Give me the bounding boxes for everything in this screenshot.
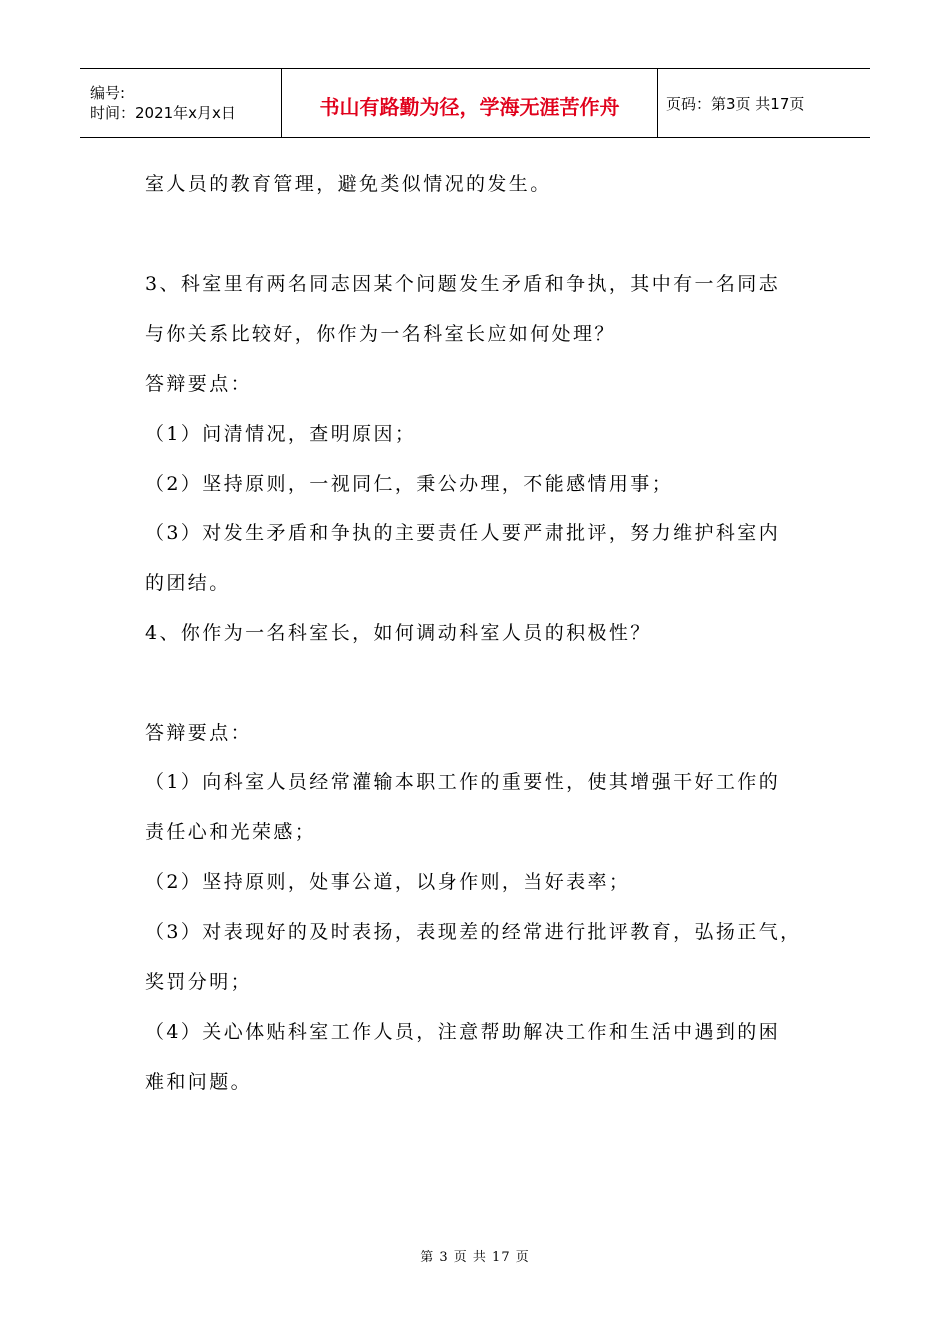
page-header bbox=[80, 68, 870, 138]
body-line: （4）关心体贴科室工作人员，注意帮助解决工作和生活中遇到的困 bbox=[145, 1021, 781, 1043]
body-line: 3、科室里有两名同志因某个问题发生矛盾和争执，其中有一名同志 bbox=[145, 273, 781, 295]
body-line: （3）对表现好的及时表扬，表现差的经常进行批评教育，弘扬正气， bbox=[145, 921, 802, 943]
body-line: 责任心和光荣感； bbox=[145, 821, 317, 843]
body-line: 答辩要点： bbox=[145, 373, 253, 395]
body-line: （1）向科室人员经常灌输本职工作的重要性，使其增强干好工作的 bbox=[145, 771, 781, 793]
body-line: 的团结。 bbox=[145, 572, 231, 594]
body-line: 4、你作为一名科室长，如何调动科室人员的积极性？ bbox=[145, 622, 652, 644]
header-page-label: 页码：第3页 共17页 bbox=[666, 94, 805, 113]
body-line: 答辩要点： bbox=[145, 722, 253, 744]
body-line: （2）坚持原则，处事公道，以身作则，当好表率； bbox=[145, 871, 631, 893]
body-line: （2）坚持原则，一视同仁，秉公办理，不能感情用事； bbox=[145, 473, 674, 495]
header-page-info bbox=[658, 69, 870, 137]
header-motto bbox=[282, 69, 658, 137]
header-meta bbox=[80, 69, 282, 137]
page-footer bbox=[0, 1246, 950, 1265]
body-line: （3）对发生矛盾和争执的主要责任人要严肃批评，努力维护科室内 bbox=[145, 522, 781, 544]
body-line: 室人员的教育管理，避免类似情况的发生。 bbox=[145, 173, 552, 195]
document-time-label: 时间：2021年x月x日 bbox=[90, 104, 236, 122]
document-number-label: 编号: bbox=[90, 84, 126, 102]
motto-text: 书山有路勤为径，学海无涯苦作舟 bbox=[319, 94, 620, 119]
body-line: 难和问题。 bbox=[145, 1071, 253, 1093]
body-line: 与你关系比较好，你作为一名科室长应如何处理？ bbox=[145, 323, 616, 345]
footer-page-number: 第 3 页 共 17 页 bbox=[420, 1250, 530, 1265]
body-line: 奖罚分明； bbox=[145, 971, 253, 993]
body-line: （1）问清情况，查明原因； bbox=[145, 423, 417, 445]
